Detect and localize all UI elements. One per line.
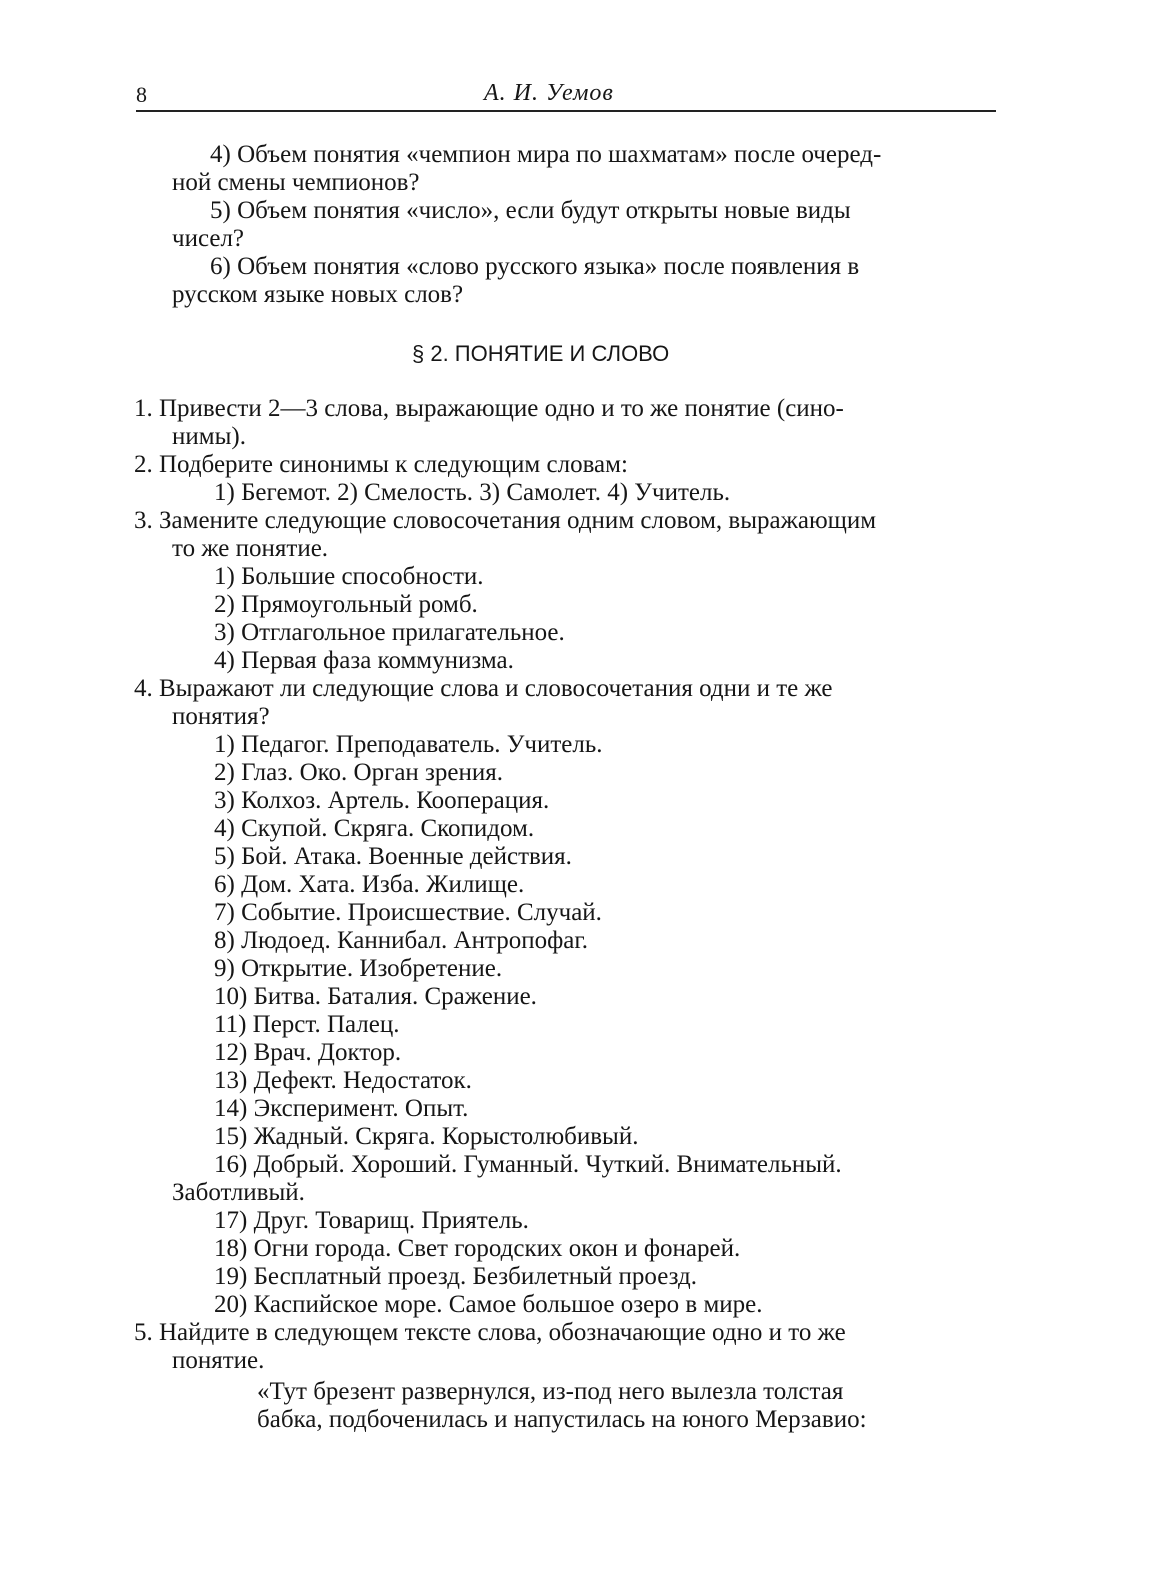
task-4-item: 4) Скупой. Скряга. Скопидом. bbox=[214, 815, 535, 842]
task-4-item: 2) Глаз. Око. Орган зрения. bbox=[214, 759, 504, 786]
task-4-item: 17) Друг. Товарищ. Приятель. bbox=[214, 1207, 529, 1234]
task-4-item: 11) Перст. Палец. bbox=[214, 1011, 400, 1038]
task-2-line-1: 2. Подберите синонимы к следующим словам: bbox=[134, 451, 628, 478]
question-4-line-1: 4) Объем понятия «чемпион мира по шахматам» после очеред- bbox=[210, 141, 882, 168]
task-4-item: 8) Людоед. Каннибал. Антропофаг. bbox=[214, 927, 589, 954]
question-5-line-2: чисел? bbox=[172, 225, 245, 252]
task-4-item-continuation: Заботливый. bbox=[172, 1179, 305, 1206]
task-3-line-2: то же понятие. bbox=[172, 535, 329, 562]
task-5-quote-line-1: «Тут брезент развернулся, из-под него вылезла толстая bbox=[257, 1378, 844, 1405]
task-3-line-1: 3. Замените следующие словосочетания одним словом, выражающим bbox=[134, 507, 877, 534]
task-4-item: 7) Событие. Происшествие. Случай. bbox=[214, 899, 602, 926]
task-4-item: 3) Колхоз. Артель. Кооперация. bbox=[214, 787, 550, 814]
question-5-line-1: 5) Объем понятия «число», если будут открыты новые виды bbox=[210, 197, 851, 224]
task-3-item: 1) Большие способности. bbox=[214, 563, 484, 590]
task-4-line-2: понятия? bbox=[172, 703, 270, 730]
task-4-item: 14) Эксперимент. Опыт. bbox=[214, 1095, 469, 1122]
task-4-item: 10) Битва. Баталия. Сражение. bbox=[214, 983, 537, 1010]
task-5-line-1: 5. Найдите в следующем тексте слова, обозначающие одно и то же bbox=[134, 1319, 846, 1346]
task-4-item: 16) Добрый. Хороший. Гуманный. Чуткий. Внимательный. bbox=[214, 1151, 842, 1178]
task-1-line-2: нимы). bbox=[172, 423, 246, 450]
task-4-item: 15) Жадный. Скряга. Корыстолюбивый. bbox=[214, 1123, 639, 1150]
task-1-line-1: 1. Привести 2—3 слова, выражающие одно и то же понятие (сино- bbox=[134, 395, 844, 422]
task-4-item: 6) Дом. Хата. Изба. Жилище. bbox=[214, 871, 525, 898]
question-4-line-2: ной смены чемпионов? bbox=[172, 169, 420, 196]
task-4-line-1: 4. Выражают ли следующие слова и словосочетания одни и те же bbox=[134, 675, 833, 702]
task-2-line-2: 1) Бегемот. 2) Смелость. 3) Самолет. 4) Учитель. bbox=[214, 479, 731, 506]
task-4-item: 1) Педагог. Преподаватель. Учитель. bbox=[214, 731, 603, 758]
task-5-line-2: понятие. bbox=[172, 1347, 265, 1374]
task-5-quote-line-2: бабка, подбоченилась и напустилась на юного Мерзавио: bbox=[257, 1406, 867, 1433]
task-4-item: 18) Огни города. Свет городских окон и фонарей. bbox=[214, 1235, 741, 1262]
section-heading: § 2. ПОНЯТИЕ И СЛОВО bbox=[412, 341, 670, 366]
running-title: А. И. Уемов bbox=[484, 80, 614, 106]
task-3-item: 3) Отглагольное прилагательное. bbox=[214, 619, 565, 646]
task-3-item: 4) Первая фаза коммунизма. bbox=[214, 647, 514, 674]
task-4-item: 13) Дефект. Недостаток. bbox=[214, 1067, 472, 1094]
task-4-item: 5) Бой. Атака. Военные действия. bbox=[214, 843, 572, 870]
running-header bbox=[136, 80, 996, 112]
task-3-item: 2) Прямоугольный ромб. bbox=[214, 591, 478, 618]
task-4-item: 20) Каспийское море. Самое большое озеро в мире. bbox=[214, 1291, 763, 1318]
question-6-line-2: русском языке новых слов? bbox=[172, 281, 464, 308]
page-number: 8 bbox=[136, 82, 147, 107]
task-4-item: 19) Бесплатный проезд. Безбилетный проезд. bbox=[214, 1263, 698, 1290]
task-4-item: 9) Открытие. Изобретение. bbox=[214, 955, 503, 982]
question-6-line-1: 6) Объем понятия «слово русского языка» после появления в bbox=[210, 253, 860, 280]
task-4-item: 12) Врач. Доктор. bbox=[214, 1039, 402, 1066]
